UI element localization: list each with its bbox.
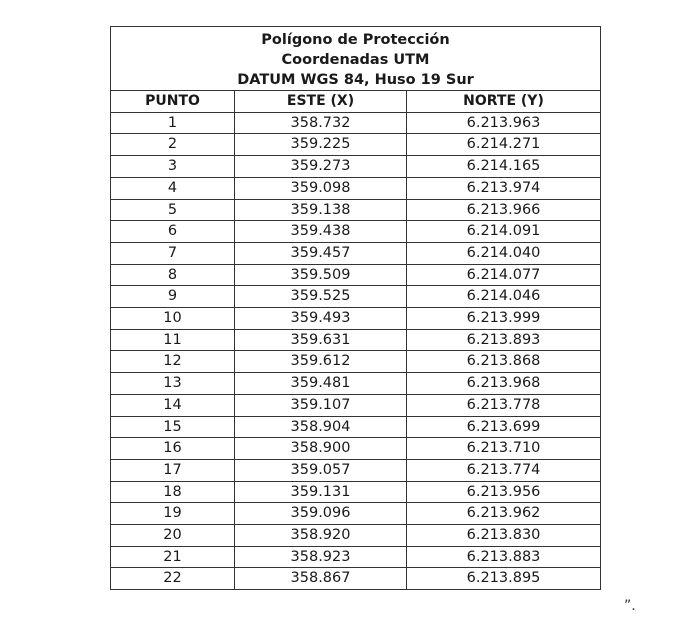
cell-este: 358.900 — [235, 438, 407, 460]
cell-punto: 3 — [111, 156, 235, 178]
cell-punto: 12 — [111, 351, 235, 373]
cell-norte: 6.213.974 — [407, 177, 601, 199]
cell-norte: 6.213.710 — [407, 438, 601, 460]
table-title-row — [111, 27, 601, 91]
cell-norte: 6.213.966 — [407, 199, 601, 221]
table-row — [111, 546, 601, 568]
cell-norte: 6.213.956 — [407, 481, 601, 503]
title-line-3: DATUM WGS 84, Huso 19 Sur — [237, 72, 474, 88]
cell-este: 358.920 — [235, 525, 407, 547]
table-title — [111, 27, 601, 91]
cell-este: 358.867 — [235, 568, 407, 590]
cell-punto: 21 — [111, 546, 235, 568]
table-row — [111, 503, 601, 525]
cell-punto: 20 — [111, 525, 235, 547]
cell-norte: 6.213.968 — [407, 373, 601, 395]
table-row — [111, 264, 601, 286]
cell-este: 359.225 — [235, 134, 407, 156]
cell-norte: 6.214.091 — [407, 221, 601, 243]
table-row — [111, 568, 601, 590]
cell-norte: 6.214.077 — [407, 264, 601, 286]
title-line-2: Coordenadas UTM — [281, 52, 430, 68]
cell-norte: 6.214.046 — [407, 286, 601, 308]
cell-este: 359.509 — [235, 264, 407, 286]
cell-este: 358.904 — [235, 416, 407, 438]
cell-norte: 6.213.830 — [407, 525, 601, 547]
table-row — [111, 525, 601, 547]
table-row — [111, 112, 601, 134]
cell-punto: 6 — [111, 221, 235, 243]
table-row — [111, 308, 601, 330]
cell-este: 359.457 — [235, 242, 407, 264]
table-row — [111, 373, 601, 395]
cell-este: 358.923 — [235, 546, 407, 568]
table-row — [111, 286, 601, 308]
table-row — [111, 438, 601, 460]
cell-norte: 6.213.962 — [407, 503, 601, 525]
cell-punto: 4 — [111, 177, 235, 199]
closing-quote-mark: ”. — [624, 598, 636, 614]
cell-este: 359.131 — [235, 481, 407, 503]
cell-norte: 6.214.040 — [407, 242, 601, 264]
table-row — [111, 242, 601, 264]
cell-punto: 9 — [111, 286, 235, 308]
cell-norte: 6.214.165 — [407, 156, 601, 178]
table-row — [111, 416, 601, 438]
cell-este: 359.138 — [235, 199, 407, 221]
cell-punto: 5 — [111, 199, 235, 221]
cell-punto: 16 — [111, 438, 235, 460]
cell-este: 359.612 — [235, 351, 407, 373]
cell-norte: 6.213.883 — [407, 546, 601, 568]
column-header-norte: NORTE (Y) — [407, 91, 601, 113]
cell-punto: 1 — [111, 112, 235, 134]
cell-este: 359.525 — [235, 286, 407, 308]
table-row — [111, 329, 601, 351]
table-row — [111, 156, 601, 178]
cell-norte: 6.213.778 — [407, 394, 601, 416]
cell-este: 359.098 — [235, 177, 407, 199]
table-body — [111, 112, 601, 589]
cell-punto: 10 — [111, 308, 235, 330]
table-row — [111, 221, 601, 243]
cell-punto: 22 — [111, 568, 235, 590]
cell-este: 359.107 — [235, 394, 407, 416]
column-header-punto: PUNTO — [111, 91, 235, 113]
coordinates-table — [110, 26, 601, 590]
cell-norte: 6.213.999 — [407, 308, 601, 330]
cell-norte: 6.214.271 — [407, 134, 601, 156]
title-line-1: Polígono de Protección — [261, 32, 450, 48]
table-row — [111, 481, 601, 503]
cell-este: 359.481 — [235, 373, 407, 395]
cell-punto: 15 — [111, 416, 235, 438]
column-header-row — [111, 91, 601, 113]
cell-norte: 6.213.895 — [407, 568, 601, 590]
cell-este: 359.631 — [235, 329, 407, 351]
cell-punto: 14 — [111, 394, 235, 416]
cell-norte: 6.213.699 — [407, 416, 601, 438]
cell-norte: 6.213.774 — [407, 459, 601, 481]
table-row — [111, 459, 601, 481]
cell-norte: 6.213.868 — [407, 351, 601, 373]
cell-punto: 17 — [111, 459, 235, 481]
cell-punto: 2 — [111, 134, 235, 156]
cell-punto: 19 — [111, 503, 235, 525]
table-row — [111, 199, 601, 221]
cell-punto: 11 — [111, 329, 235, 351]
cell-punto: 18 — [111, 481, 235, 503]
table-row — [111, 394, 601, 416]
cell-punto: 8 — [111, 264, 235, 286]
cell-este: 359.273 — [235, 156, 407, 178]
cell-norte: 6.213.893 — [407, 329, 601, 351]
cell-este: 359.493 — [235, 308, 407, 330]
column-header-este: ESTE (X) — [235, 91, 407, 113]
cell-punto: 7 — [111, 242, 235, 264]
table-row — [111, 351, 601, 373]
table-row — [111, 177, 601, 199]
cell-este: 359.438 — [235, 221, 407, 243]
cell-norte: 6.213.963 — [407, 112, 601, 134]
cell-este: 358.732 — [235, 112, 407, 134]
cell-este: 359.057 — [235, 459, 407, 481]
table-row — [111, 134, 601, 156]
cell-este: 359.096 — [235, 503, 407, 525]
cell-punto: 13 — [111, 373, 235, 395]
